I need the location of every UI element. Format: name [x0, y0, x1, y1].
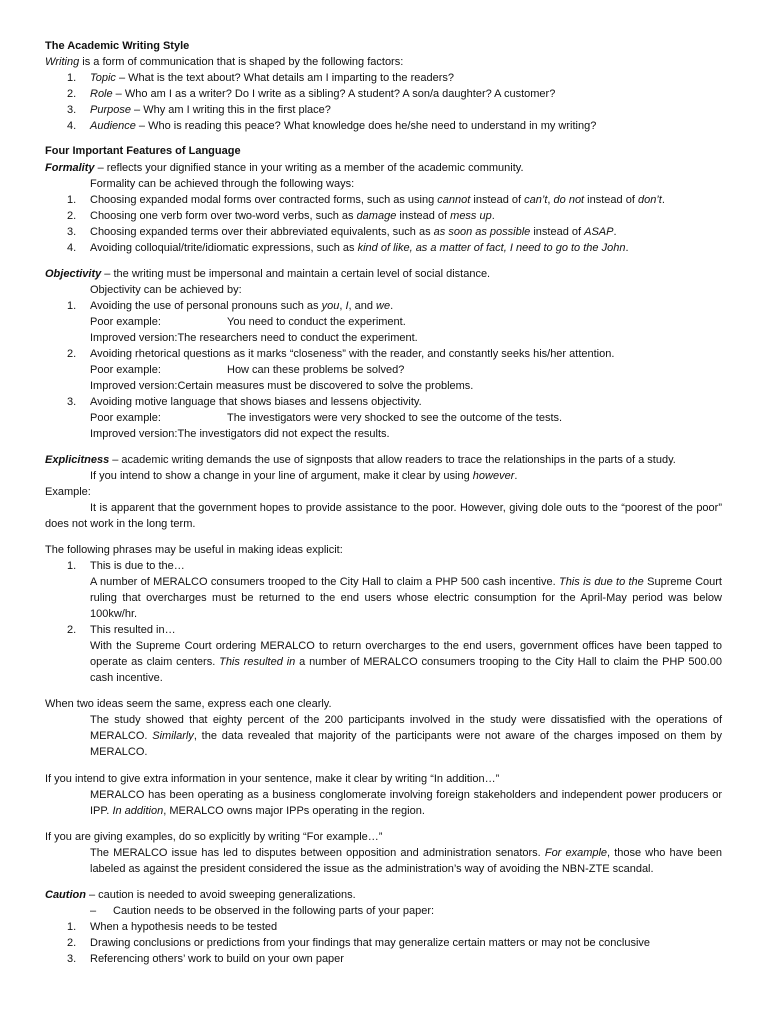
poor-example-text: The investigators were very shocked to see the outcome of the tests. — [227, 412, 563, 424]
objectivity-item: Avoiding motive language that shows biases and lessens objectivity. — [90, 396, 422, 408]
improved-version: Improved version:Certain measures must be discovered to solve the problems. — [90, 380, 474, 392]
phrase-num: 2. — [67, 624, 77, 636]
poor-example-text: How can these problems be solved? — [227, 364, 405, 376]
formality-definition: Formality – reflects your dignified stance in your writing as a member of the academic community. — [45, 162, 524, 174]
caution-item: Referencing others’ work to build on your own paper — [90, 953, 344, 965]
formality-sub: Formality can be achieved through the following ways: — [90, 178, 355, 190]
formality-num: 3. — [67, 226, 77, 238]
examples-intro: If you are giving examples, do so explicitly by writing “For example…” — [45, 831, 383, 843]
caution-item: Drawing conclusions or predictions from your findings that may generalize certain matters or may not be conclusive — [90, 937, 651, 949]
caution-sub: Caution needs to be observed in the following parts of your paper: — [113, 905, 435, 917]
factor-item: Purpose – Why am I writing this in the first place? — [90, 104, 331, 116]
objectivity-item: Avoiding rhetorical questions as it marks “closeness” with the reader, and constantly seeks his/her attention. — [90, 348, 615, 360]
intro-line: Writing is a form of communication that is shaped by the following factors: — [45, 56, 404, 68]
objectivity-num: 1. — [67, 300, 77, 312]
formality-num: 4. — [67, 242, 77, 254]
examples-example: The MERALCO issue has led to disputes between opposition and administration senators. For example, those who have been labeled as against the president considered the issue as the administration’s way of avoiding the NBN-ZTE scandal. — [90, 847, 722, 875]
explicitness-example: It is apparent that the government hopes to provide assistance to the poor. However, giving dole outs to the “poorest of the poor” does not work in the long term. — [45, 502, 722, 530]
addition-intro: If you intend to give extra information in your sentence, make it clear by writing “In addition…” — [45, 773, 500, 785]
caution-num: 2. — [67, 937, 77, 949]
caution-item: When a hypothesis needs to be tested — [90, 921, 278, 933]
factor-num: 2. — [67, 88, 77, 100]
poor-example-text: You need to conduct the experiment. — [227, 316, 406, 328]
formality-item: Choosing expanded modal forms over contracted forms, such as using cannot instead of can’t, do not instead of don’t. — [90, 194, 665, 206]
explicitness-sub: If you intend to show a change in your line of argument, make it clear by using however. — [90, 470, 518, 482]
caution-num: 3. — [67, 953, 77, 965]
document-title: The Academic Writing Style — [45, 40, 190, 52]
factor-num: 3. — [67, 104, 77, 116]
poor-example-label: Poor example: — [90, 412, 161, 424]
addition-example: MERALCO has been operating as a business conglomerate involving foreign stakeholders and independent power producers or IPP. In addition, MERALCO owns major IPPs operating in the region. — [90, 789, 722, 817]
objectivity-sub: Objectivity can be achieved by: — [90, 284, 242, 296]
factor-item: Audience – Who is reading this peace? What knowledge does he/she need to understand in my writing? — [90, 120, 597, 132]
formality-item: Choosing expanded terms over their abbreviated equivalents, such as as soon as possible instead of ASAP. — [90, 226, 617, 238]
caution-num: 1. — [67, 921, 77, 933]
example-label: Example: — [45, 486, 91, 498]
factor-item: Role – Who am I as a writer? Do I write as a sibling? A student? A son/a daughter? A customer? — [90, 88, 556, 100]
formality-item: Avoiding colloquial/trite/idiomatic expressions, such as kind of like, as a matter of fact, I need to go to the John. — [90, 242, 629, 254]
features-heading: Four Important Features of Language — [45, 145, 241, 157]
phrase-head: This is due to the… — [90, 560, 185, 572]
formality-num: 2. — [67, 210, 77, 222]
formality-item: Choosing one verb form over two-word verbs, such as damage instead of mess up. — [90, 210, 495, 222]
similar-example: The study showed that eighty percent of the 200 participants involved in the study were dissatisfied with the operations of MERALCO. Similarly, the data revealed that majority of the participants were not aware of the charges imposed on them by MERALCO. — [90, 714, 722, 758]
caution-definition: Caution – caution is needed to avoid sweeping generalizations. — [45, 889, 356, 901]
improved-version: Improved version:The investigators did not expect the results. — [90, 428, 390, 440]
phrase-example: With the Supreme Court ordering MERALCO to return overcharges to the end users, government offices have been tapped to operate as claim centers. This resulted in a number of MERALCO consumers trooping to the City Hall to claim the PHP 500.00 cash incentive. — [90, 640, 722, 684]
factor-num: 1. — [67, 72, 77, 84]
factor-num: 4. — [67, 120, 77, 132]
objectivity-num: 3. — [67, 396, 77, 408]
phrase-num: 1. — [67, 560, 77, 572]
phrase-example: A number of MERALCO consumers trooped to the City Hall to claim a PHP 500 cash incentive. This is due to the Supreme Court ruling that overcharges must be returned to the end users whose electric consumption for the April-May period was below 100kw/hr. — [90, 576, 722, 620]
formality-num: 1. — [67, 194, 77, 206]
explicitness-definition: Explicitness – academic writing demands the use of signposts that allow readers to trace the relationships in the parts of a study. — [45, 454, 676, 466]
objectivity-num: 2. — [67, 348, 77, 360]
poor-example-label: Poor example: — [90, 364, 161, 376]
objectivity-item: Avoiding the use of personal pronouns such as you, I, and we. — [90, 300, 394, 312]
caution-dash: – — [90, 905, 97, 917]
similar-intro: When two ideas seem the same, express each one clearly. — [45, 698, 332, 710]
phrase-head: This resulted in… — [90, 624, 176, 636]
improved-version: Improved version:The researchers need to conduct the experiment. — [90, 332, 418, 344]
factor-item: Topic – What is the text about? What details am I imparting to the readers? — [90, 72, 455, 84]
poor-example-label: Poor example: — [90, 316, 161, 328]
phrases-intro: The following phrases may be useful in making ideas explicit: — [45, 544, 343, 556]
objectivity-definition: Objectivity – the writing must be impersonal and maintain a certain level of social distance. — [45, 268, 491, 280]
